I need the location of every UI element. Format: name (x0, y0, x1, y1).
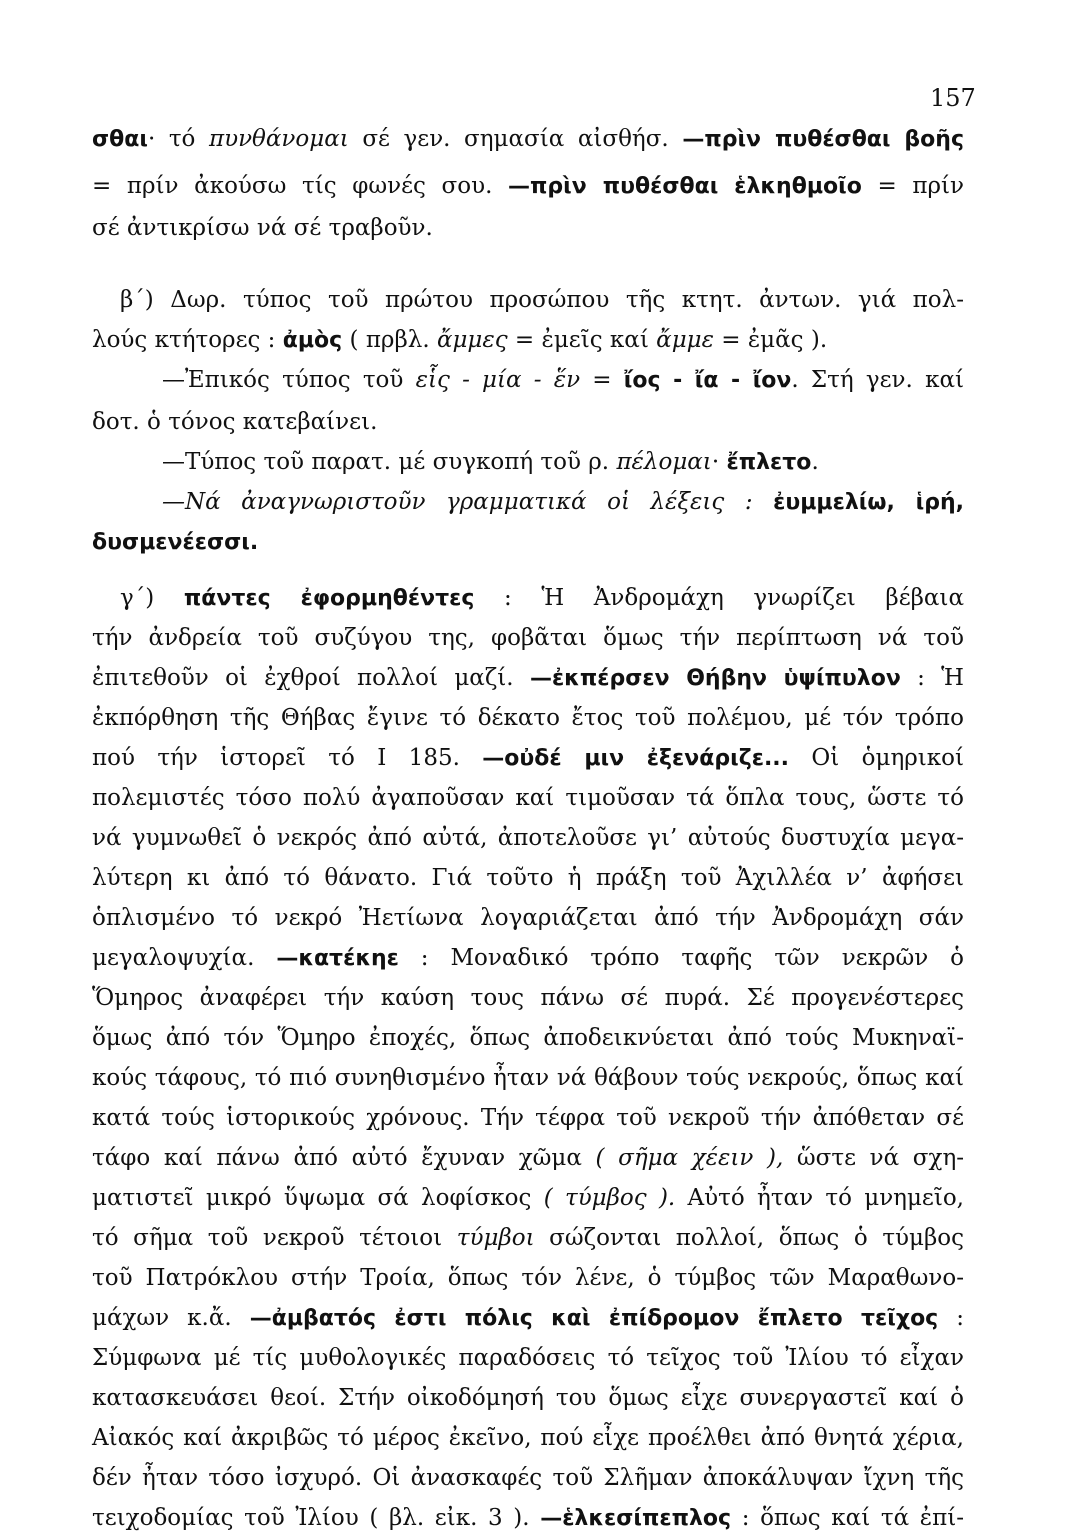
text-run: : (938, 1305, 964, 1331)
bold-term: ἔπλετο (726, 450, 812, 475)
text-run: ὅμως ἀπό τόν Ὅμηρο ἐποχές, ὅπως ἀποδεικνύεται ἀπό τούς Μυκηναϊ- (92, 1025, 964, 1051)
text-run: σέ γεν. σημασία αἰσθήσ. (348, 126, 683, 152)
bold-term: ἴος - ἴα - ἴον (623, 368, 792, 393)
bold-term: σθαι (92, 127, 148, 152)
text-run: Οἱ ὁμηρικοί (789, 745, 965, 771)
text-run: · (711, 449, 727, 475)
text-run: Αὐτό ἦταν τό μνημεῖο, (675, 1185, 964, 1211)
text-line (92, 864, 964, 892)
text-run: νά γυμνωθεῖ ὁ νεκρός ἀπό αὐτά, ἀποτελοῦσε γι’ αὐτούς δυστυχία μεγα- (92, 825, 964, 851)
text-run: σώζονται πολλοί, ὅπως ὁ τύμβος (534, 1225, 964, 1251)
text-run: κατασκευάσει θεοί. Στήν οἰκοδόμησή του ὅμως εἶχε συνεργαστεῖ καί ὁ (92, 1385, 964, 1411)
text-run: τήν ἀνδρεία τοῦ συζύγου της, φοβᾶται ὅμως τήν περίπτωση νά τοῦ (92, 625, 964, 651)
text-run: κούς τάφους, τό πιό συνηθισμένο ἦταν νά θάβουν τούς νεκρούς, ὅπως καί (92, 1065, 964, 1091)
text-run: ἐπιτεθοῦν οἱ ἐχθροί πολλοί μαζί. (92, 665, 530, 691)
text-run: Σύμφωνα μέ τίς μυθολογικές παραδόσεις τό τεῖχος τοῦ Ἰλίου τό εἶχαν (92, 1345, 964, 1371)
text-line (92, 1024, 964, 1052)
text-run: : Μοναδικό τρόπο ταφῆς τῶν νεκρῶν ὁ (398, 945, 964, 971)
text-line (120, 286, 964, 314)
text-run: : Ἡ (900, 665, 964, 691)
text-run: λούς κτήτορες : (92, 327, 283, 353)
text-run: = (580, 367, 624, 393)
text-line (162, 366, 964, 395)
text-line (92, 1344, 964, 1372)
text-line (92, 1144, 964, 1172)
text-line (92, 1424, 964, 1452)
bold-term: —πρὶν πυθέσθαι ἑλκηθμοῖο (508, 174, 862, 199)
text-line (92, 1384, 964, 1412)
text-run: ( πρβλ. (342, 327, 437, 353)
bold-term: πάντες ἐφορμηθέντες (183, 586, 475, 611)
text-run: Ὅμηρος ἀναφέρει τήν καύση τους πάνω σέ πυρά. Σέ προγενέστερες (92, 985, 964, 1011)
text-line (92, 408, 964, 436)
text-run: ματιστεῖ μικρό ὕψωμα σά λοφίσκος (92, 1185, 544, 1211)
text-line (92, 528, 964, 557)
text-line (92, 744, 964, 773)
text-run: δέν ἦταν τόσο ἰσχυρό. Οἱ ἀνασκαφές τοῦ Σλῆμαν ἀποκάλυψαν ἴχνη τῆς (92, 1465, 964, 1491)
text-run: = ἐμᾶς ). (713, 327, 828, 353)
text-line (92, 1104, 964, 1132)
text-run: . (811, 449, 819, 475)
text-line (120, 584, 964, 613)
text-run: . Στή γεν. καί (791, 367, 964, 393)
text-run: γ΄) (120, 585, 184, 611)
text-run: τοῦ Πατρόκλου στήν Τροία, ὅπως τόν λένε, ὁ τύμβος τῶν Μαραθωνο- (92, 1265, 964, 1291)
text-line (92, 326, 964, 355)
text-line (92, 1464, 964, 1492)
text-run (753, 489, 774, 515)
text-line (92, 1304, 964, 1333)
text-run: —Τύπος τοῦ παρατ. μέ συγκοπή τοῦ ρ. (162, 449, 617, 475)
text-run: δοτ. ὁ τόνος κατεβαίνει. (92, 409, 378, 435)
text-run: : ὅπως καί τά ἐπί- (731, 1505, 964, 1531)
text-line (92, 824, 964, 852)
text-line (92, 944, 964, 973)
bold-term: ἀμὸς (282, 328, 343, 353)
text-line (92, 172, 964, 201)
text-run: πολεμιστές τόσο πολύ ἀγαποῦσαν καί τιμοῦσαν τά ὅπλα τους, ὥστε τό (92, 785, 964, 811)
italic-term: ( σῆμα χέειν ), (595, 1145, 784, 1171)
bold-term: —πρὶν πυθέσθαι βοῆς (682, 127, 964, 152)
text-line (92, 1504, 964, 1533)
bold-term: δυσμενέεσσι. (92, 530, 259, 555)
italic-term: τύμβοι (456, 1225, 535, 1251)
text-run: · τό (147, 126, 209, 152)
text-run: = πρίν ἀκούσω τίς φωνές σου. (92, 173, 509, 199)
text-line (92, 1264, 964, 1292)
text-line (92, 664, 964, 693)
text-line (92, 1184, 964, 1212)
text-run: = ἐμεῖς καί (507, 327, 657, 353)
italic-term: ἄμμε (656, 327, 714, 353)
italic-term: ( τύμβος ). (543, 1185, 676, 1211)
bold-term: —ἐκπέρσεν Θήβην ὑψίπυλον (529, 666, 901, 691)
text-run: τειχοδομίας τοῦ Ἰλίου ( βλ. εἰκ. 3 ). (92, 1505, 541, 1531)
text-run: ἐκπόρθηση τῆς Θήβας ἔγινε τό δέκατο ἔτος τοῦ πολέμου, μέ τόν τρόπο (92, 705, 964, 731)
text-line (92, 1224, 964, 1252)
italic-term: ἄμμες (436, 327, 508, 353)
text-line (162, 448, 964, 477)
text-line (162, 488, 964, 517)
text-line (92, 704, 964, 732)
text-run: μάχων κ.ἄ. (92, 1305, 250, 1331)
text-run: Αἰακός καί ἀκριβῶς τό μέρος ἐκεῖνο, πού εἶχε προέλθει ἀπό θνητά χέρια, (92, 1425, 964, 1451)
text-run: πού τήν ἱστορεῖ τό Ι 185. (92, 745, 483, 771)
italic-term: πέλομαι (616, 449, 712, 475)
text-run: β΄) Δωρ. τύπος τοῦ πρώτου προσώπου τῆς κτητ. ἀντων. γιά πολ- (120, 287, 964, 313)
text-run: τάφο καί πάνω ἀπό αὐτό ἔχυναν χῶμα (92, 1145, 596, 1171)
text-line (92, 125, 964, 154)
page-number: 157 (930, 84, 976, 112)
text-line (92, 1064, 964, 1092)
text-run: κατά τούς ἱστορικούς χρόνους. Τήν τέφρα τοῦ νεκροῦ τήν ἀπόθεταν σέ (92, 1105, 964, 1131)
bold-term: —ἑλκεσίπεπλος (540, 1506, 732, 1531)
italic-term: —Νά ἀναγνωριστοῦν γραμματικά οἱ λέξεις : (162, 489, 753, 515)
text-run: = πρίν (861, 173, 964, 199)
text-line (92, 984, 964, 1012)
text-run: : Ἡ Ἀνδρομάχη γνωρίζει βέβαια (474, 585, 964, 611)
bold-term: —κατέκηε (276, 946, 399, 971)
text-run: σέ ἀντικρίσω νά σέ τραβοῦν. (92, 215, 433, 241)
text-line (92, 904, 964, 932)
text-line (92, 784, 964, 812)
text-run: τό σῆμα τοῦ νεκροῦ τέτοιοι (92, 1225, 457, 1251)
bold-term: —οὐδέ μιν ἐξενάριζε... (482, 746, 790, 771)
bold-term: —ἀμβατός ἐστι πόλις καὶ ἐπίδρομον ἔπλετο τεῖχος (249, 1306, 939, 1331)
text-run: μεγαλοψυχία. (92, 945, 277, 971)
text-run: ὥστε νά σχη- (783, 1145, 964, 1171)
text-run: λύτερη κι ἀπό τό θάνατο. Γιά τοῦτο ἡ πράξη τοῦ Ἀχιλλέα ν’ ἀφήσει (92, 865, 964, 891)
text-line (92, 214, 964, 242)
italic-term: εἷς - μία - ἕν (415, 367, 581, 393)
bold-term: ἐυμμελίω, ἱρή, (773, 490, 965, 515)
text-run: ὁπλισμένο τό νεκρό Ἠετίωνα λογαριάζεται ἀπό τήν Ἀνδρομάχη σάν (92, 905, 964, 931)
italic-term: πυνθάνομαι (208, 126, 349, 152)
text-line (92, 624, 964, 652)
text-run: —Ἐπικός τύπος τοῦ (162, 367, 416, 393)
